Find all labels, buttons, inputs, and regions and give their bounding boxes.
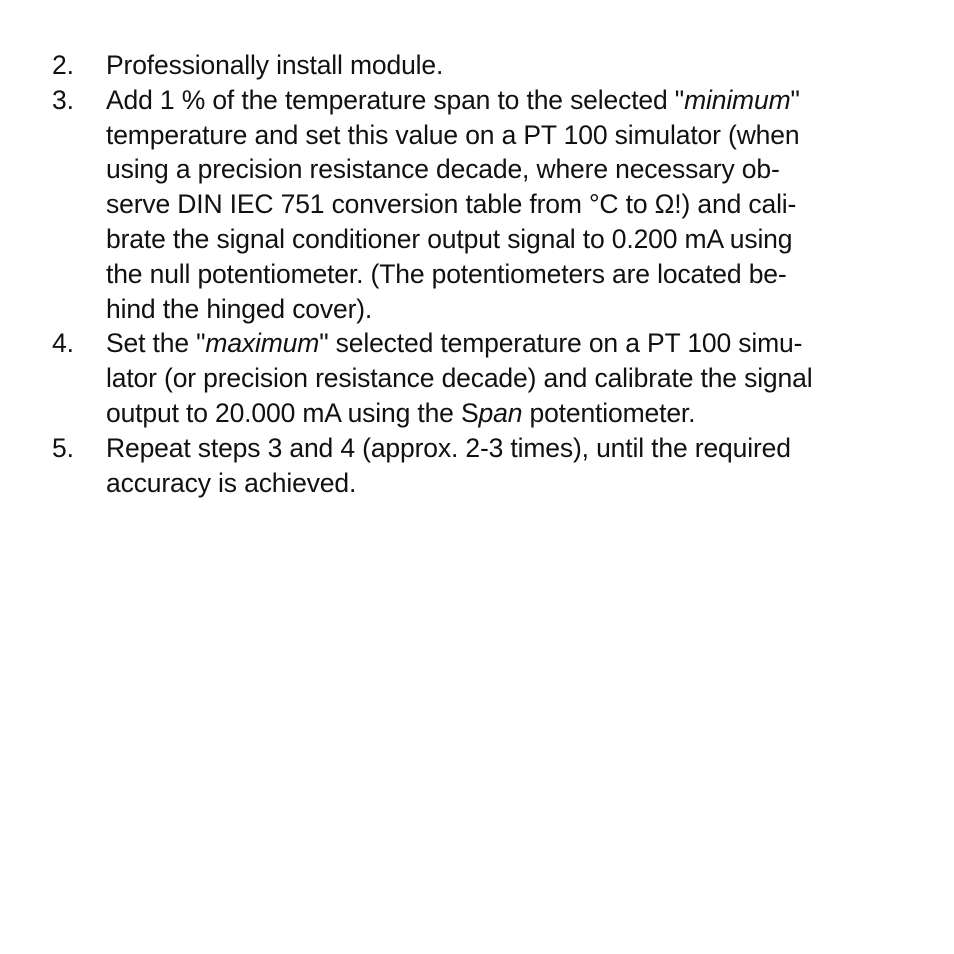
step-item — [52, 431, 912, 501]
step-number: 3. — [52, 84, 74, 115]
step-item — [52, 326, 912, 430]
step-text — [106, 83, 912, 327]
step-line: using a precision resistance decade, where necessary ob- — [106, 154, 780, 185]
step-line: temperature and set this value on a PT 100 simulator (when — [106, 119, 800, 150]
step-number: 5. — [52, 432, 74, 463]
step-line: lator (or precision resistance decade) and calibrate the signal — [106, 363, 813, 394]
step-item — [52, 48, 912, 83]
step-text — [106, 326, 912, 430]
step-line: Professionally install module. — [106, 50, 444, 80]
step-text — [106, 431, 912, 501]
step-number: 2. — [52, 50, 74, 80]
step-line: the null potentiometer. (The potentiometers are located be- — [106, 258, 787, 289]
emphasis: maximum — [205, 328, 320, 359]
emphasis: pan — [478, 397, 523, 428]
step-item — [52, 83, 912, 327]
step-line: serve DIN IEC 751 conversion table from °C to Ω!) and cali- — [106, 189, 797, 220]
step-line: brate the signal conditioner output signal to 0.200 mA using — [106, 223, 793, 254]
step-line: output to 20.000 mA using the Span potentiometer. — [106, 397, 696, 428]
step-line: hind the hinged cover). — [106, 293, 373, 324]
step-number: 4. — [52, 328, 74, 359]
step-line: accuracy is achieved. — [106, 467, 357, 498]
procedure-steps-list — [52, 48, 912, 500]
step-line: Set the "maximum" selected temperature on a PT 100 simu- — [106, 328, 803, 359]
step-text — [106, 48, 912, 83]
step-line: Add 1 % of the temperature span to the selected "minimum" — [106, 84, 800, 115]
emphasis: minimum — [684, 84, 791, 115]
step-line: Repeat steps 3 and 4 (approx. 2-3 times), until the required — [106, 432, 791, 463]
